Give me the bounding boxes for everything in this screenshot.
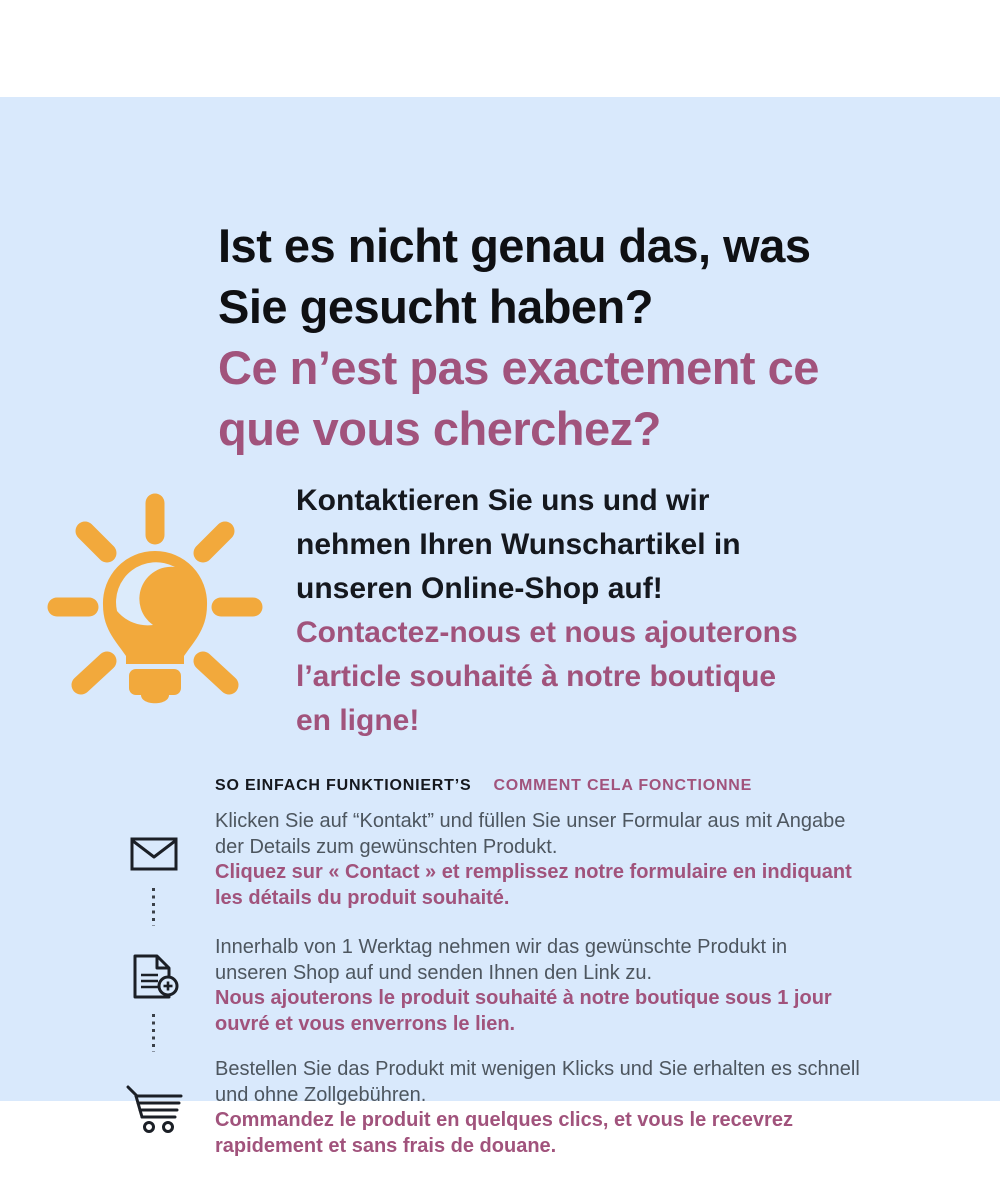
- intro-fr-line3: en ligne!: [296, 704, 420, 737]
- intro-fr-line2: l’article souhaité à notre boutique: [296, 660, 777, 693]
- headline-de-line1: Ist es nicht genau das, was: [218, 219, 811, 272]
- step-3-text: [215, 1057, 860, 1159]
- dotted-connector-1: [152, 888, 155, 926]
- intro-de-line1: Kontaktieren Sie uns und wir: [296, 484, 710, 517]
- step-3-fr-line2: rapidement et sans frais de douane.: [215, 1134, 557, 1157]
- step-2-text: [215, 935, 832, 1037]
- step-1-fr-line2: les détails du produit souhaité.: [215, 886, 510, 909]
- headline-de-line2: Sie gesucht haben?: [218, 280, 653, 333]
- how-it-works-heading-fr: COMMENT CELA FONCTIONNE: [493, 777, 753, 794]
- envelope-icon: [130, 837, 178, 871]
- intro-text: [296, 479, 798, 743]
- how-it-works-heading: [215, 777, 752, 795]
- intro-de-line2: nehmen Ihren Wunschartikel in: [296, 528, 741, 561]
- headline: [218, 215, 819, 459]
- step-1-de-line2: der Details zum gewünschten Produkt.: [215, 835, 558, 858]
- dotted-connector-2: [152, 1014, 155, 1052]
- step-2-fr-line1: Nous ajouterons le produit souhaité à notre boutique sous 1 jour: [215, 987, 832, 1009]
- intro-fr-line1: Contactez-nous et nous ajouterons: [296, 616, 798, 649]
- step-1-de-line1: Klicken Sie auf “Kontakt” und füllen Sie unser Formular aus mit Angabe: [215, 810, 846, 832]
- cart-icon: [124, 1081, 184, 1135]
- step-3-de-line1: Bestellen Sie das Produkt mit wenigen Klicks und Sie erhalten es schnell: [215, 1058, 860, 1080]
- step-2-de-line1: Innerhalb von 1 Werktag nehmen wir das gewünschte Produkt in: [215, 936, 788, 958]
- lightbulb-icon: [45, 489, 265, 719]
- how-it-works-heading-de: SO EINFACH FUNKTIONIERT’S: [215, 777, 472, 794]
- step-1-text: [215, 809, 852, 911]
- headline-fr-line1: Ce n’est pas exactement ce: [218, 341, 819, 394]
- intro-de-line3: unseren Online-Shop auf!: [296, 572, 663, 605]
- document-add-icon: [128, 953, 180, 1001]
- step-2-fr-line2: ouvré et vous enverrons le lien.: [215, 1012, 516, 1035]
- step-3-de-line2: und ohne Zollgebühren.: [215, 1083, 427, 1106]
- step-3-fr-line1: Commandez le produit en quelques clics, et vous le recevrez: [215, 1109, 793, 1131]
- step-2-de-line2: unseren Shop auf und senden Ihnen den Link zu.: [215, 961, 653, 984]
- step-1-fr-line1: Cliquez sur « Contact » et remplissez notre formulaire en indiquant: [215, 861, 852, 883]
- info-panel: [0, 97, 1000, 1157]
- headline-fr-line2: que vous cherchez?: [218, 402, 661, 455]
